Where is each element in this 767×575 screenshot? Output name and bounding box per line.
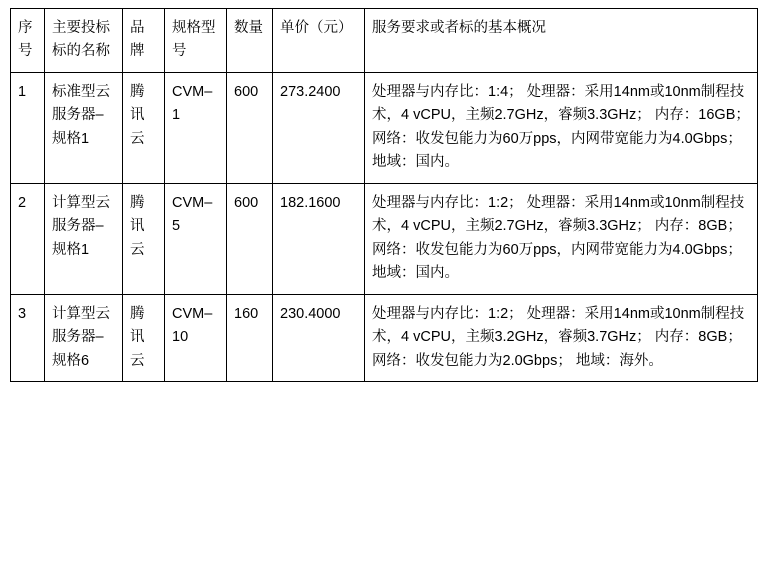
- table-row: [11, 183, 758, 294]
- cell-unit-price: 230.4000: [273, 294, 365, 381]
- table-header-row: [11, 9, 758, 73]
- column-header-quantity: 数量: [227, 9, 273, 73]
- cell-name: 计算型云服务器–规格1: [45, 183, 123, 294]
- cell-quantity: 600: [227, 72, 273, 183]
- column-header-brand: 品牌: [123, 9, 165, 73]
- bid-items-table: [10, 8, 758, 382]
- cell-brand: 腾讯云: [123, 183, 165, 294]
- cell-model: CVM–1: [165, 72, 227, 183]
- column-header-model: 规格型号: [165, 9, 227, 73]
- column-header-name: 主要投标标的名称: [45, 9, 123, 73]
- table-row: [11, 294, 758, 381]
- column-header-seq: 序号: [11, 9, 45, 73]
- table-header: [11, 9, 758, 73]
- cell-description: 处理器与内存比：1:4； 处理器：采用14nm或10nm制程技术，4 vCPU，主频2.7GHz，睿频3.3GHz； 内存：16GB； 网络：收发包能力为60万pps，内网带宽能力为4.0Gbps； 地域：国内。: [365, 72, 758, 183]
- cell-model: CVM–5: [165, 183, 227, 294]
- column-header-description: 服务要求或者标的基本概况: [365, 9, 758, 73]
- cell-quantity: 600: [227, 183, 273, 294]
- cell-description: 处理器与内存比：1:2； 处理器：采用14nm或10nm制程技术，4 vCPU，主频2.7GHz，睿频3.3GHz； 内存：8GB； 网络：收发包能力为60万pps，内网带宽能力为4.0Gbps； 地域：国内。: [365, 183, 758, 294]
- cell-seq: 2: [11, 183, 45, 294]
- column-header-unit-price: 单价（元）: [273, 9, 365, 73]
- table-row: [11, 72, 758, 183]
- cell-seq: 1: [11, 72, 45, 183]
- cell-brand: 腾讯云: [123, 294, 165, 381]
- cell-unit-price: 273.2400: [273, 72, 365, 183]
- cell-name: 计算型云服务器–规格6: [45, 294, 123, 381]
- cell-model: CVM–10: [165, 294, 227, 381]
- table-body: [11, 72, 758, 381]
- cell-brand: 腾讯云: [123, 72, 165, 183]
- cell-quantity: 160: [227, 294, 273, 381]
- cell-seq: 3: [11, 294, 45, 381]
- cell-description: 处理器与内存比：1:2； 处理器：采用14nm或10nm制程技术，4 vCPU，主频3.2GHz，睿频3.7GHz； 内存：8GB； 网络：收发包能力为2.0Gbps； 地域：海外。: [365, 294, 758, 381]
- cell-name: 标准型云服务器–规格1: [45, 72, 123, 183]
- cell-unit-price: 182.1600: [273, 183, 365, 294]
